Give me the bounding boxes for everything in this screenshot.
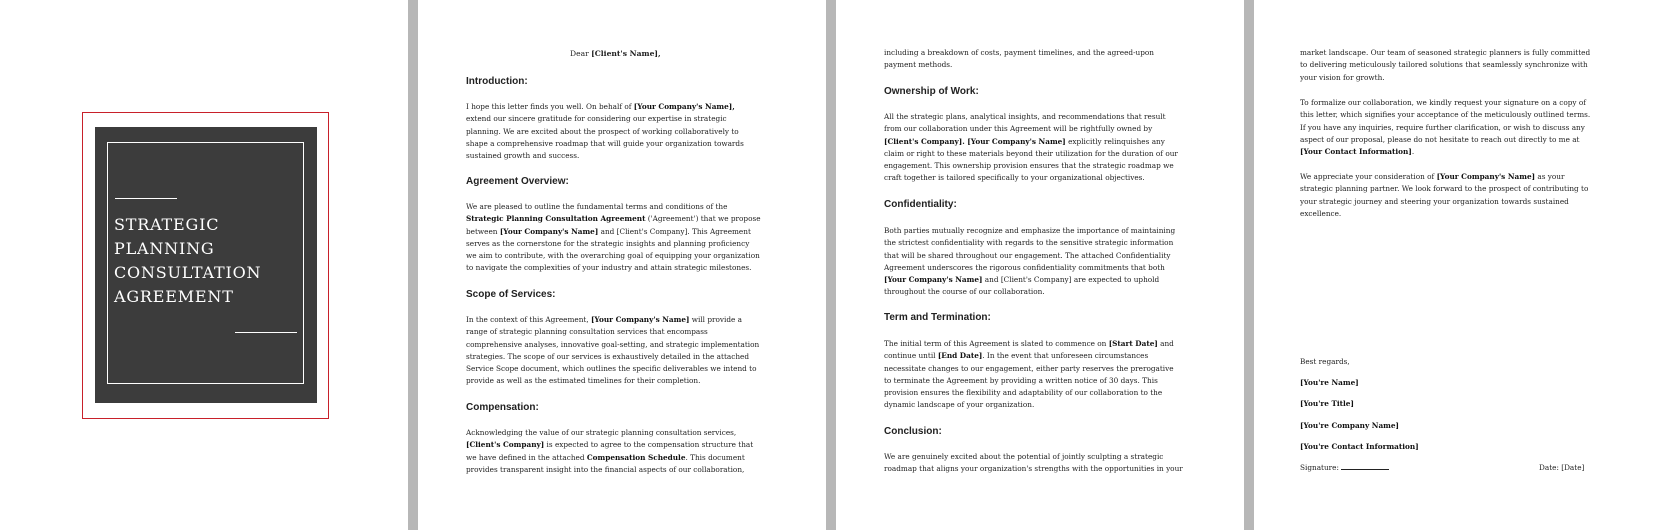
cover-title-line: CONSULTATION — [114, 263, 262, 282]
text-line: provide as well as the estimated timelines for their completion. — [466, 376, 701, 386]
text-line: Agreement underscores the rigorous confidentiality commitments that both — [884, 262, 1165, 272]
overview-heading: Agreement Overview: — [466, 176, 569, 187]
text-line: necessitate changes to our engagement, either party reserves the prerogative — [884, 363, 1174, 373]
conclusion-paragraph-end — [1300, 47, 1620, 84]
signature-line[interactable] — [1341, 469, 1389, 470]
cover-title-line: STRATEGIC — [114, 215, 220, 234]
text-line: To formalize our collaboration, we kindly request your signature on a copy of — [1300, 98, 1586, 107]
text-line: All the strategic plans, analytical insights, and recommendations that result — [884, 112, 1166, 121]
text-line: we aim to contribute, with the overarching goal of equipping your organization — [466, 251, 760, 261]
text-line: [Client's Company] is expected to agree to the compensation structure that — [466, 440, 754, 450]
closing-regards: Best regards, — [1300, 357, 1350, 366]
cover-rule-bottom — [235, 332, 297, 333]
text-line: the strictest confidentiality with regards to the sensitive strategic information — [884, 238, 1174, 248]
text-line: to navigate the complexities of your industry and attain strategic milestones. — [466, 263, 752, 273]
page-2[interactable] — [418, 0, 826, 530]
text-line: [Your Company's Name] and [Client's Company] are expected to uphold — [884, 275, 1160, 285]
intro-paragraph — [466, 101, 786, 162]
signer-contact: [You're Contact Information] — [1300, 442, 1419, 451]
text-line: strategic planning partner. We look forward to the prospect of contributing to — [1300, 184, 1589, 194]
text-line: claim or right to these materials beyond their utilization for the duration of our — [884, 148, 1178, 158]
text-line: Strategic Planning Consultation Agreement ('Agreement') that we propose — [466, 214, 761, 224]
cover-title-line: AGREEMENT — [114, 287, 234, 306]
payment-paragraph-end — [884, 47, 1204, 72]
text-line: roadmap that aligns your organization's strengths with the opportunities in your — [884, 464, 1183, 474]
conclusion-paragraph — [884, 451, 1204, 476]
text-line: dynamic landscape of your organization. — [884, 400, 1035, 410]
page-4[interactable] — [1254, 0, 1661, 530]
text-line: continue until [End Date]. In the event that unforeseen circumstances — [884, 351, 1149, 361]
text-line: We appreciate your consideration of [Your Company's Name] as your — [1300, 172, 1565, 181]
compensation-paragraph — [466, 427, 786, 476]
text-line: to delivering meticulously tailored solutions that seamlessly synchronize with — [1300, 60, 1588, 70]
cover-inner-border — [107, 142, 304, 384]
text-line: comprehensive analyses, innovative goal-setting, and strategic implementation — [466, 339, 760, 349]
text-line: In the context of this Agreement, [Your Company's Name] will provide a — [466, 315, 742, 324]
page-3[interactable] — [836, 0, 1244, 530]
text-line: payment methods. — [884, 60, 953, 70]
text-line: excellence. — [1300, 208, 1342, 218]
text-line: provides transparent insight into the financial aspects of our collaboration, — [466, 464, 745, 474]
text-line: craft together is tailored specifically to your organizational objectives. — [884, 173, 1145, 183]
cover-frame — [82, 112, 329, 419]
confidentiality-heading: Confidentiality: — [884, 199, 957, 210]
text-line: that will be shared throughout our engagement. The attached Confidentiality — [884, 250, 1171, 260]
text-line: including a breakdown of costs, payment timelines, and the agreed-upon — [884, 48, 1155, 57]
cover-title — [114, 213, 304, 309]
text-line: If you have any inquiries, require further clarification, or wish to discuss any — [1300, 122, 1585, 132]
ownership-heading: Ownership of Work: — [884, 86, 979, 97]
text-line: we have defined in the attached Compensation Schedule. This document — [466, 452, 745, 462]
signature-label: Signature: — [1300, 463, 1339, 472]
salutation-text: Dear — [570, 49, 592, 58]
term-paragraph — [884, 338, 1204, 412]
text-line: Both parties mutually recognize and emphasize the importance of maintaining — [884, 226, 1176, 235]
term-heading: Term and Termination: — [884, 312, 991, 323]
text-line: strategies. The scope of our services is exhaustively detailed in the attached — [466, 351, 750, 361]
text-line: The initial term of this Agreement is slated to commence on [Start Date] and — [884, 339, 1174, 348]
formalize-paragraph — [1300, 97, 1620, 158]
intro-heading: Introduction: — [466, 76, 528, 87]
page-gap — [826, 0, 836, 530]
cover-panel — [95, 127, 317, 403]
text-line: this letter, which signifies your acceptance of the meticulously outlined terms. — [1300, 110, 1591, 120]
text-line: throughout the course of our collaboration. — [884, 287, 1045, 297]
conclusion-heading: Conclusion: — [884, 426, 942, 437]
page-gap — [408, 0, 418, 530]
cover-title-line: PLANNING — [114, 239, 215, 258]
text-line: from our collaboration under this Agreement will be rightfully owned by — [884, 124, 1153, 134]
signature-row — [1300, 462, 1620, 474]
text-line: serves as the cornerstone for the strategic insights and planning proficiency — [466, 238, 750, 248]
text-line: I hope this letter finds you well. On behalf of [Your Company's Name], — [466, 102, 735, 111]
scope-paragraph — [466, 314, 786, 388]
text-line: between [Your Company's Name] and [Client's Company]. This Agreement — [466, 226, 751, 236]
signer-company: [You're Company Name] — [1300, 421, 1399, 430]
compensation-heading: Compensation: — [466, 402, 539, 413]
cover-rule-top — [115, 198, 177, 199]
text-line: extend our sincere gratitude for considering our expertise in strategic — [466, 114, 727, 124]
overview-paragraph — [466, 201, 786, 275]
text-line: planning. We are excited about the prospect of working collaboratively to — [466, 126, 739, 136]
text-line: engagement. This ownership provision ensures that the strategic roadmap we — [884, 161, 1174, 171]
scope-heading: Scope of Services: — [466, 289, 556, 300]
text-line: range of strategic planning consultation services that encompass — [466, 327, 708, 337]
confidentiality-paragraph — [884, 225, 1204, 299]
text-line: provision ensures the flexibility and adaptability of our collaboration to the — [884, 388, 1163, 398]
ownership-paragraph — [884, 111, 1204, 185]
date-label: Date: [Date] — [1539, 463, 1585, 472]
text-line: your vision for growth. — [1300, 72, 1385, 82]
text-line: aspect of our proposal, please do not hesitate to reach out directly to me at — [1300, 134, 1580, 144]
signer-name: [You're Name] — [1300, 378, 1359, 387]
text-line: to terminate the Agreement by providing a written notice of 30 days. This — [884, 375, 1158, 385]
text-line: Acknowledging the value of our strategic planning consultation services, — [466, 428, 737, 437]
text-line: We are pleased to outline the fundamental terms and conditions of the — [466, 202, 728, 211]
client-name-placeholder: [Client's Name], — [591, 49, 661, 58]
text-line: We are genuinely excited about the potential of jointly sculpting a strategic — [884, 452, 1164, 461]
text-line: market landscape. Our team of seasoned strategic planners is fully committed — [1300, 48, 1591, 57]
text-line: shape a comprehensive roadmap that will guide your organization towards — [466, 138, 744, 148]
text-line: [Client's Company]. [Your Company's Name] explicitly relinquishes any — [884, 136, 1165, 146]
page-gap — [1244, 0, 1254, 530]
text-line: sustained growth and success. — [466, 151, 580, 161]
text-line: your strategic journey and steering your organization towards sustained — [1300, 196, 1569, 206]
text-line: [Your Contact Information]. — [1300, 147, 1415, 157]
text-line: Service Scope document, which outlines the specific deliverables we intend to — [466, 364, 757, 374]
signer-title: [You're Title] — [1300, 399, 1354, 408]
page-cover[interactable] — [0, 0, 408, 530]
appreciation-paragraph — [1300, 171, 1620, 220]
